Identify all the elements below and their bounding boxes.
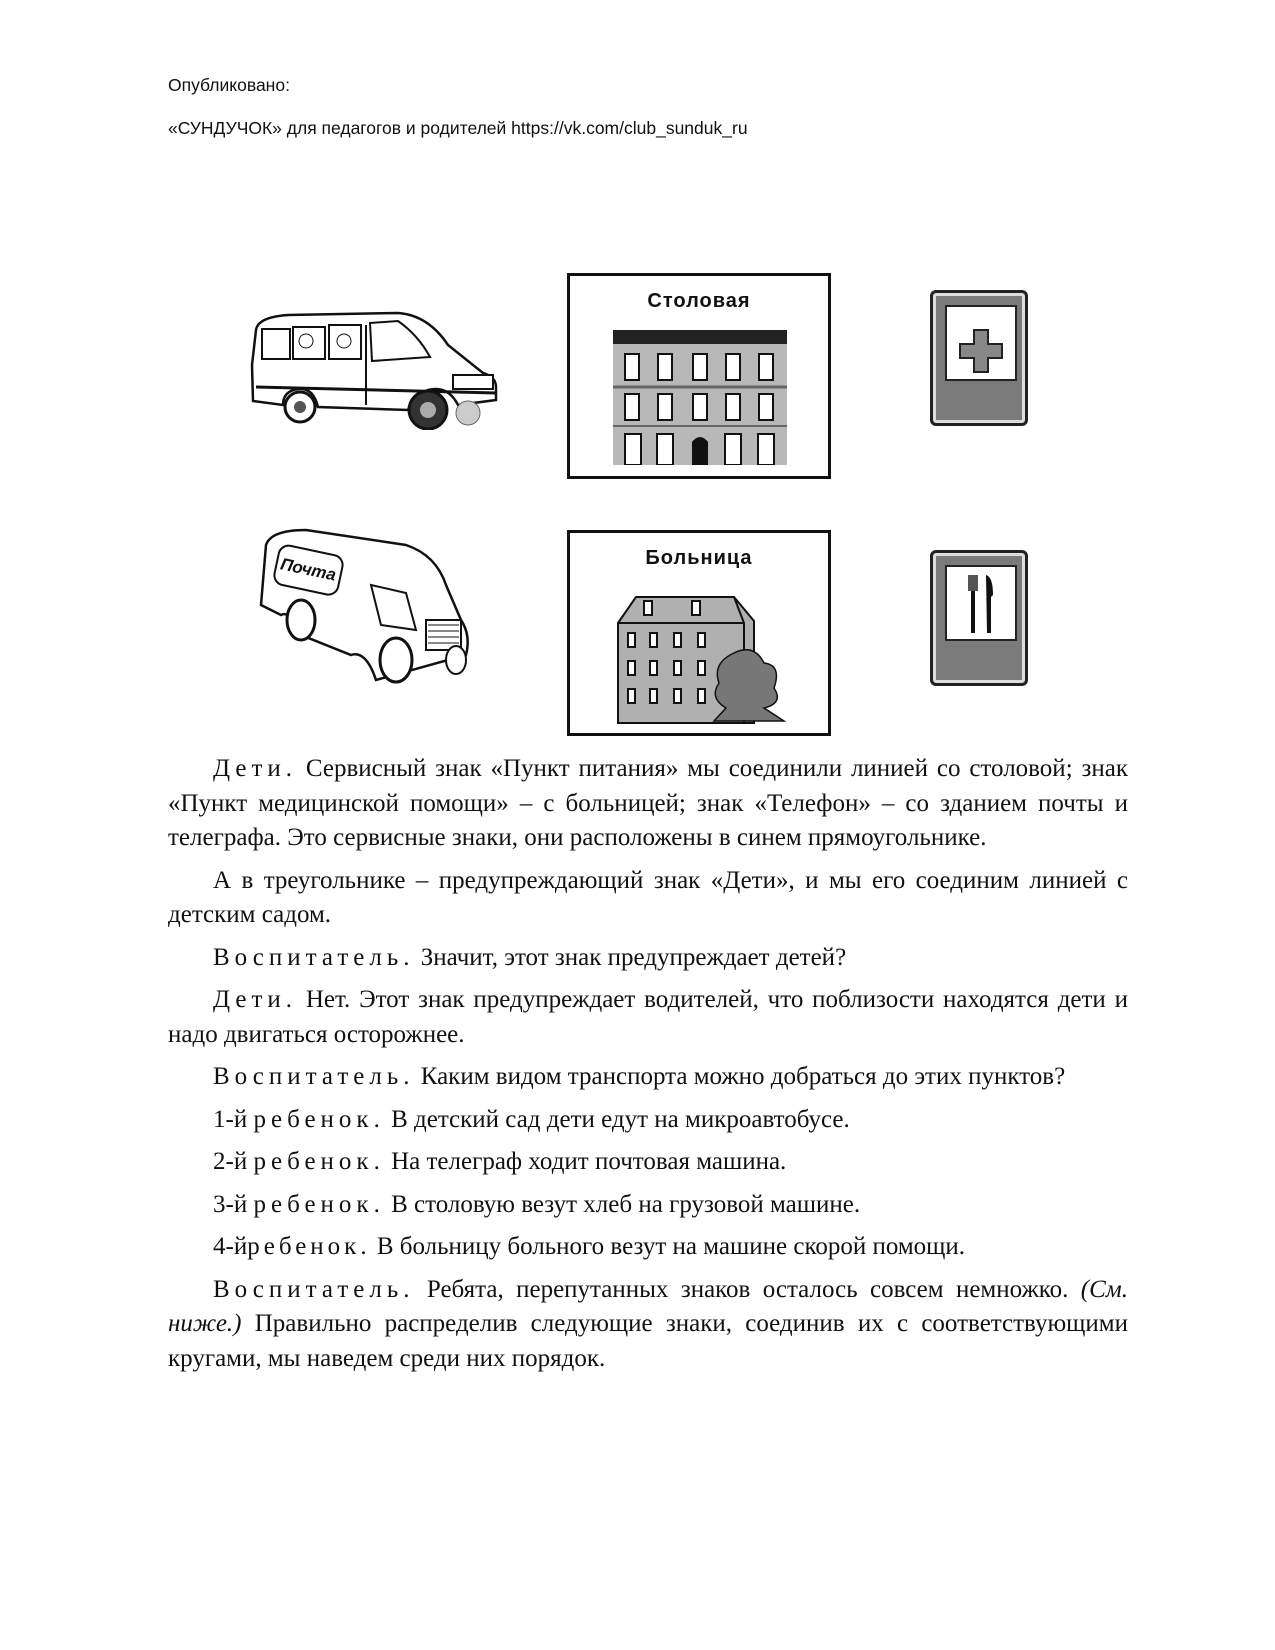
paragraph-text: Нет. Этот знак предупреждает водителей, что поблизости находятся дети и надо двигаться осторожнее. [168,986,1128,1048]
hospital-building-icon [614,593,789,728]
paragraph [168,983,1128,1052]
paragraph-text: Каким видом транспорта можно добраться до этих пунктов? [414,1063,1066,1090]
paragraph-text: На телеграф ходит почтовая машина. [384,1148,787,1175]
speaker: ребенок. [247,1233,371,1260]
paragraph-text: Значит, этот знак предупреждает детей? [414,943,847,971]
paragraph-text: В столовую везут хлеб на грузовой машине. [384,1190,861,1218]
minibus-icon [248,305,503,430]
paragraph [168,941,1128,976]
paragraph-text: В больницу больного везут на машине скорой помощи. [370,1233,966,1260]
child-number: 1-й [213,1105,254,1133]
paragraph-text: А в треугольнике – предупреждающий знак «Дети», и мы его соединим линией с детским садом. [168,866,1128,928]
speaker: ребенок. [253,1148,385,1175]
speaker: Воспитатель. [213,943,415,971]
child-number: 3-й [213,1190,254,1218]
paragraph [168,1188,1128,1223]
hospital-title: Больница [645,547,753,569]
paragraph-text: В детский сад дети едут на микроавтобусе. [384,1105,850,1133]
speaker: Дети. [213,755,298,782]
mail-van-icon [256,525,481,690]
first-aid-sign-icon [930,290,1028,426]
canteen-building-icon [613,330,787,465]
hospital-card [567,530,831,736]
paragraph-text: Ребята, перепутанных знаков осталось совсем немножко. [414,1275,1081,1303]
child-number: 4-й [213,1233,248,1260]
speaker: Воспитатель. [213,1063,415,1090]
child-number: 2-й [213,1148,254,1175]
speaker: ребенок. [253,1105,385,1133]
paragraph [168,1103,1128,1138]
published-label: Опубликовано: [168,75,290,95]
paragraph [168,1273,1128,1377]
paragraph [168,1230,1128,1265]
canteen-title: Столовая [647,290,751,312]
paragraph-text: Сервисный знак «Пункт питания» мы соединили линией со столовой; знак «Пункт медицинской помощи» – с больницей; знак «Телефон» – со зданием почты и телеграфа. Это сервисные знаки, они расположены в синем прямоугольнике. [168,755,1128,851]
italic-note: (См. ниже.) [168,1275,1128,1337]
canteen-card [567,273,831,479]
paragraph [168,752,1128,856]
food-point-sign-icon [930,550,1028,686]
speaker: Воспитатель. [213,1275,415,1303]
paragraph [168,1060,1128,1095]
speaker: Дети. [213,986,298,1013]
paragraph [168,1145,1128,1180]
van-label: Почта [278,554,338,585]
speaker: ребенок. [253,1190,385,1218]
document-body [168,752,1128,1384]
source-line: «СУНДУЧОК» для педагогов и родителей https://vk.com/club_sunduk_ru [168,118,748,138]
paragraph [168,864,1128,933]
fork-knife-icon [961,573,1001,637]
cross-icon [959,329,1003,373]
paragraph-text: Правильно распределив следующие знаки, соединив их с соответствующими кругами, мы наведем среди них порядок. [168,1310,1128,1372]
